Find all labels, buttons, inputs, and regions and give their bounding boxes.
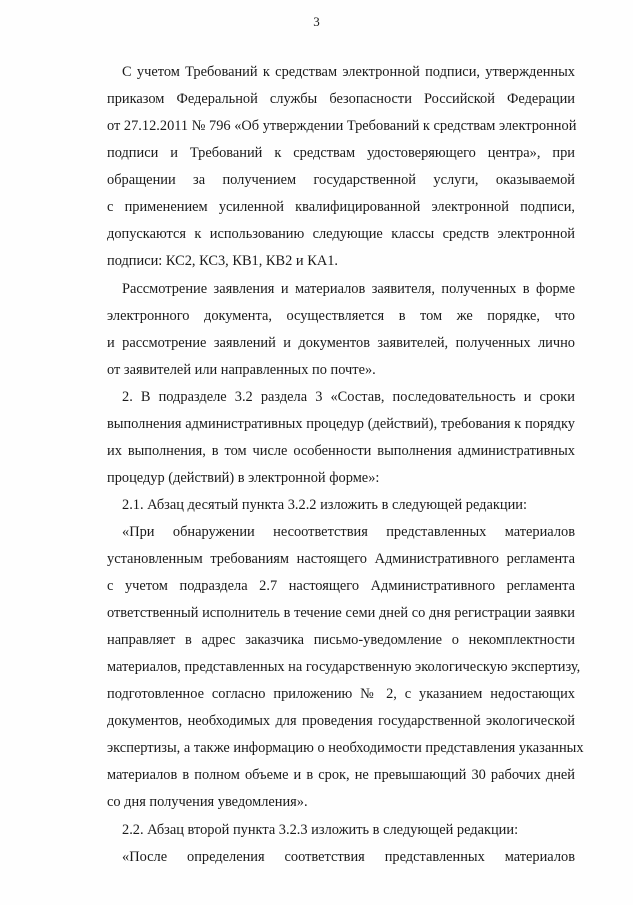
text-line: документов, необходимых для проведения государственной экологической	[107, 713, 575, 729]
text-line: 2.2. Абзац второй пункта 3.2.3 изложить в следующей редакции:	[122, 822, 519, 838]
text-line: «При обнаружении несоответствия представленных материалов	[122, 524, 575, 540]
text-line: установленным требованиям настоящего Административного регламента	[107, 551, 575, 567]
text-line: обращении за получением государственной услуги, оказываемой	[107, 172, 575, 188]
text-line: допускаются к использованию следующие классы средств электронной	[107, 226, 575, 242]
text-line: материалов в полном объеме и в срок, не превышающий 30 рабочих дней	[107, 767, 575, 783]
text-line: направляет в адрес заказчика письмо-уведомление о некомплектности	[107, 632, 575, 648]
text-line: экспертизы, а также информацию о необходимости представления указанных	[107, 740, 584, 756]
text-line: с учетом подраздела 2.7 настоящего Административного регламента	[107, 578, 575, 594]
text-line: подписи: КС2, КС3, КВ1, КВ2 и КА1.	[107, 253, 339, 269]
text-line: подписи и Требований к средствам удостоверяющего центра», при	[107, 145, 575, 161]
text-line: «После определения соответствия представленных материалов	[122, 849, 575, 865]
text-line: и рассмотрение заявлений и документов заявителей, полученных лично	[107, 335, 575, 351]
text-line: С учетом Требований к средствам электронной подписи, утвержденных	[122, 64, 575, 80]
text-line: материалов, представленных на государственную экологическую экспертизу,	[107, 659, 581, 675]
text-line: с применением усиленной квалифицированной электронной подписи,	[107, 199, 575, 215]
text-line: 2. В подразделе 3.2 раздела 3 «Состав, последовательность и сроки	[122, 389, 575, 405]
text-line: от 27.12.2011 № 796 «Об утверждении Требований к средствам электронной	[107, 118, 577, 134]
text-line: выполнения административных процедур (действий), требования к порядку	[107, 416, 575, 432]
text-line: от заявителей или направленных по почте».	[107, 362, 376, 378]
text-line: электронного документа, осуществляется в том же порядке, что	[107, 308, 575, 324]
text-line: Рассмотрение заявления и материалов заявителя, полученных в форме	[122, 281, 575, 297]
page-number: 3	[313, 14, 320, 29]
text-line: процедур (действий) в электронной форме»:	[107, 470, 380, 486]
text-line: со дня получения уведомления».	[107, 794, 308, 810]
text-line: подготовленное согласно приложению № 2, с указанием недостающих	[107, 686, 575, 702]
text-line: приказом Федеральной службы безопасности Российской Федерации	[107, 91, 575, 107]
text-line: их выполнения, в том числе особенности выполнения административных	[107, 443, 575, 459]
text-line: ответственный исполнитель в течение семи дней со дня регистрации заявки	[107, 605, 575, 621]
text-line: 2.1. Абзац десятый пункта 3.2.2 изложить в следующей редакции:	[122, 497, 527, 513]
